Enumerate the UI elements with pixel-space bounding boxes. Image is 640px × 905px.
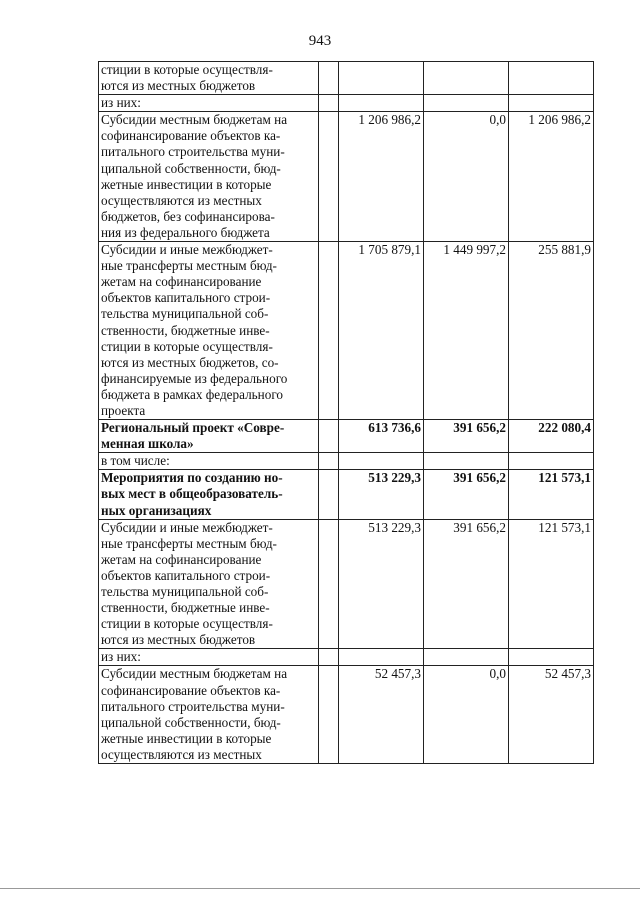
row-name-line: проекта <box>101 402 146 418</box>
row-name-line: ются из местных бюджетов <box>101 632 256 648</box>
row-name-line: менная школа» <box>101 436 194 452</box>
row-gap-cell <box>319 666 339 764</box>
row-value-3-cell: 255 881,9 <box>509 242 594 420</box>
row-name-line: Мероприятия по созданию но- <box>101 470 283 486</box>
row-name-cell <box>99 453 319 470</box>
row-value-1-cell: 1 206 986,2 <box>339 112 424 242</box>
row-value-2-cell: 391 656,2 <box>424 420 509 453</box>
row-value-3-cell: 52 457,3 <box>509 666 594 764</box>
table-row <box>99 649 594 666</box>
row-name-line: ных организациях <box>101 502 212 518</box>
row-value-3-cell <box>509 62 594 95</box>
row-name-line: ципальной собственности, бюд- <box>101 160 281 176</box>
row-name-line: стиции в которые осуществля- <box>101 616 273 632</box>
table-row <box>99 470 594 519</box>
row-name-line: осуществляются из местных <box>101 746 262 762</box>
row-name-line: осуществляются из местных <box>101 192 262 208</box>
row-value-1-cell: 613 736,6 <box>339 420 424 453</box>
row-name-line: софинансирование объектов ка- <box>101 128 281 144</box>
row-name-line: ные трансферты местным бюд- <box>101 258 277 274</box>
table-row <box>99 519 594 649</box>
table-row <box>99 112 594 242</box>
row-value-1-cell: 1 705 879,1 <box>339 242 424 420</box>
row-name-line: тельства муниципальной соб- <box>101 584 269 599</box>
table-row <box>99 453 594 470</box>
row-name-cell <box>99 242 319 420</box>
row-value-1-cell: 513 229,3 <box>339 470 424 519</box>
row-value-1-cell <box>339 95 424 112</box>
row-name-line: ципальной собственности, бюд- <box>101 714 281 730</box>
table-row <box>99 420 594 453</box>
row-value-1-cell <box>339 62 424 95</box>
row-value-3-cell <box>509 453 594 470</box>
page-number: 943 <box>308 33 332 49</box>
row-name-line: ственности, бюджетные инве- <box>101 600 270 616</box>
row-name-line: объектов капитального строи- <box>101 567 271 583</box>
row-value-1-cell: 513 229,3 <box>339 519 424 649</box>
row-name-line: жетные инвестиции в которые <box>101 176 272 192</box>
row-name-line: жетные инвестиции в которые <box>101 730 272 746</box>
row-name-line: жетам на софинансирование <box>101 274 262 290</box>
row-gap-cell <box>319 242 339 420</box>
row-value-2-cell <box>424 453 509 470</box>
row-value-3-cell: 121 573,1 <box>509 519 594 649</box>
row-name-line: бюджетов, без софинансирова- <box>101 208 275 224</box>
row-gap-cell <box>319 62 339 95</box>
row-value-3-cell: 1 206 986,2 <box>509 112 594 242</box>
row-name-line: бюджета в рамках федерального <box>101 386 284 402</box>
row-gap-cell <box>319 95 339 112</box>
row-value-3-cell: 121 573,1 <box>509 470 594 519</box>
row-gap-cell <box>319 420 339 453</box>
row-value-3-cell: 222 080,4 <box>509 420 594 453</box>
row-value-1-cell <box>339 649 424 666</box>
row-value-3-cell <box>509 649 594 666</box>
row-name-line: из них: <box>101 95 141 111</box>
row-name-line: в том числе: <box>101 453 170 469</box>
row-name-line: питального строительства муни- <box>101 144 285 160</box>
budget-table-body <box>99 62 594 764</box>
row-name-line: тельства муниципальной соб- <box>101 306 269 322</box>
row-value-2-cell: 0,0 <box>424 112 509 242</box>
row-value-1-cell <box>339 453 424 470</box>
row-name-cell <box>99 112 319 242</box>
table-row <box>99 242 594 420</box>
row-name-line: Субсидии местным бюджетам на <box>101 666 288 682</box>
row-name-line: стиции в которые осуществля- <box>101 338 273 354</box>
row-value-3-cell <box>509 95 594 112</box>
row-name-cell <box>99 470 319 519</box>
row-name-line: ственности, бюджетные инве- <box>101 322 270 338</box>
row-name-line: Субсидии и иные межбюджет- <box>101 242 273 258</box>
row-name-cell <box>99 62 319 95</box>
row-name-line: Субсидии местным бюджетам на <box>101 112 288 128</box>
row-name-cell <box>99 649 319 666</box>
row-value-2-cell: 391 656,2 <box>424 519 509 649</box>
row-gap-cell <box>319 112 339 242</box>
row-name-line: ные трансферты местным бюд- <box>101 535 277 551</box>
row-name-line: ния из федерального бюджета <box>101 224 270 240</box>
row-value-1-cell: 52 457,3 <box>339 666 424 764</box>
row-name-line: вых мест в общеобразователь- <box>101 486 283 502</box>
table-row <box>99 666 594 764</box>
table-row <box>99 95 594 112</box>
row-gap-cell <box>319 453 339 470</box>
row-name-line: из них: <box>101 649 141 665</box>
row-value-2-cell: 391 656,2 <box>424 470 509 519</box>
row-name-line: Субсидии и иные межбюджет- <box>101 519 273 535</box>
row-name-line: ются из местных бюджетов, со- <box>101 354 279 370</box>
row-value-2-cell: 1 449 997,2 <box>424 242 509 420</box>
row-value-2-cell <box>424 649 509 666</box>
row-name-cell <box>99 666 319 764</box>
row-name-line: софинансирование объектов ка- <box>101 682 281 698</box>
row-name-line: финансируемые из федерального <box>101 370 288 386</box>
row-name-line: питального строительства муни- <box>101 698 285 714</box>
row-name-line: объектов капитального строи- <box>101 290 271 306</box>
row-name-line: ются из местных бюджетов <box>101 78 256 94</box>
row-gap-cell <box>319 649 339 666</box>
row-name-line: жетам на софинансирование <box>101 551 262 567</box>
row-value-2-cell <box>424 62 509 95</box>
row-name-cell <box>99 420 319 453</box>
row-name-line: Региональный проект «Совре- <box>101 420 285 436</box>
row-gap-cell <box>319 519 339 649</box>
row-name-line: стиции в которые осуществля- <box>101 62 273 77</box>
row-name-cell <box>99 519 319 649</box>
row-gap-cell <box>319 470 339 519</box>
row-value-2-cell <box>424 95 509 112</box>
budget-table <box>98 61 594 764</box>
bottom-rule <box>0 888 640 889</box>
row-name-cell <box>99 95 319 112</box>
row-value-2-cell: 0,0 <box>424 666 509 764</box>
table-row <box>99 62 594 95</box>
